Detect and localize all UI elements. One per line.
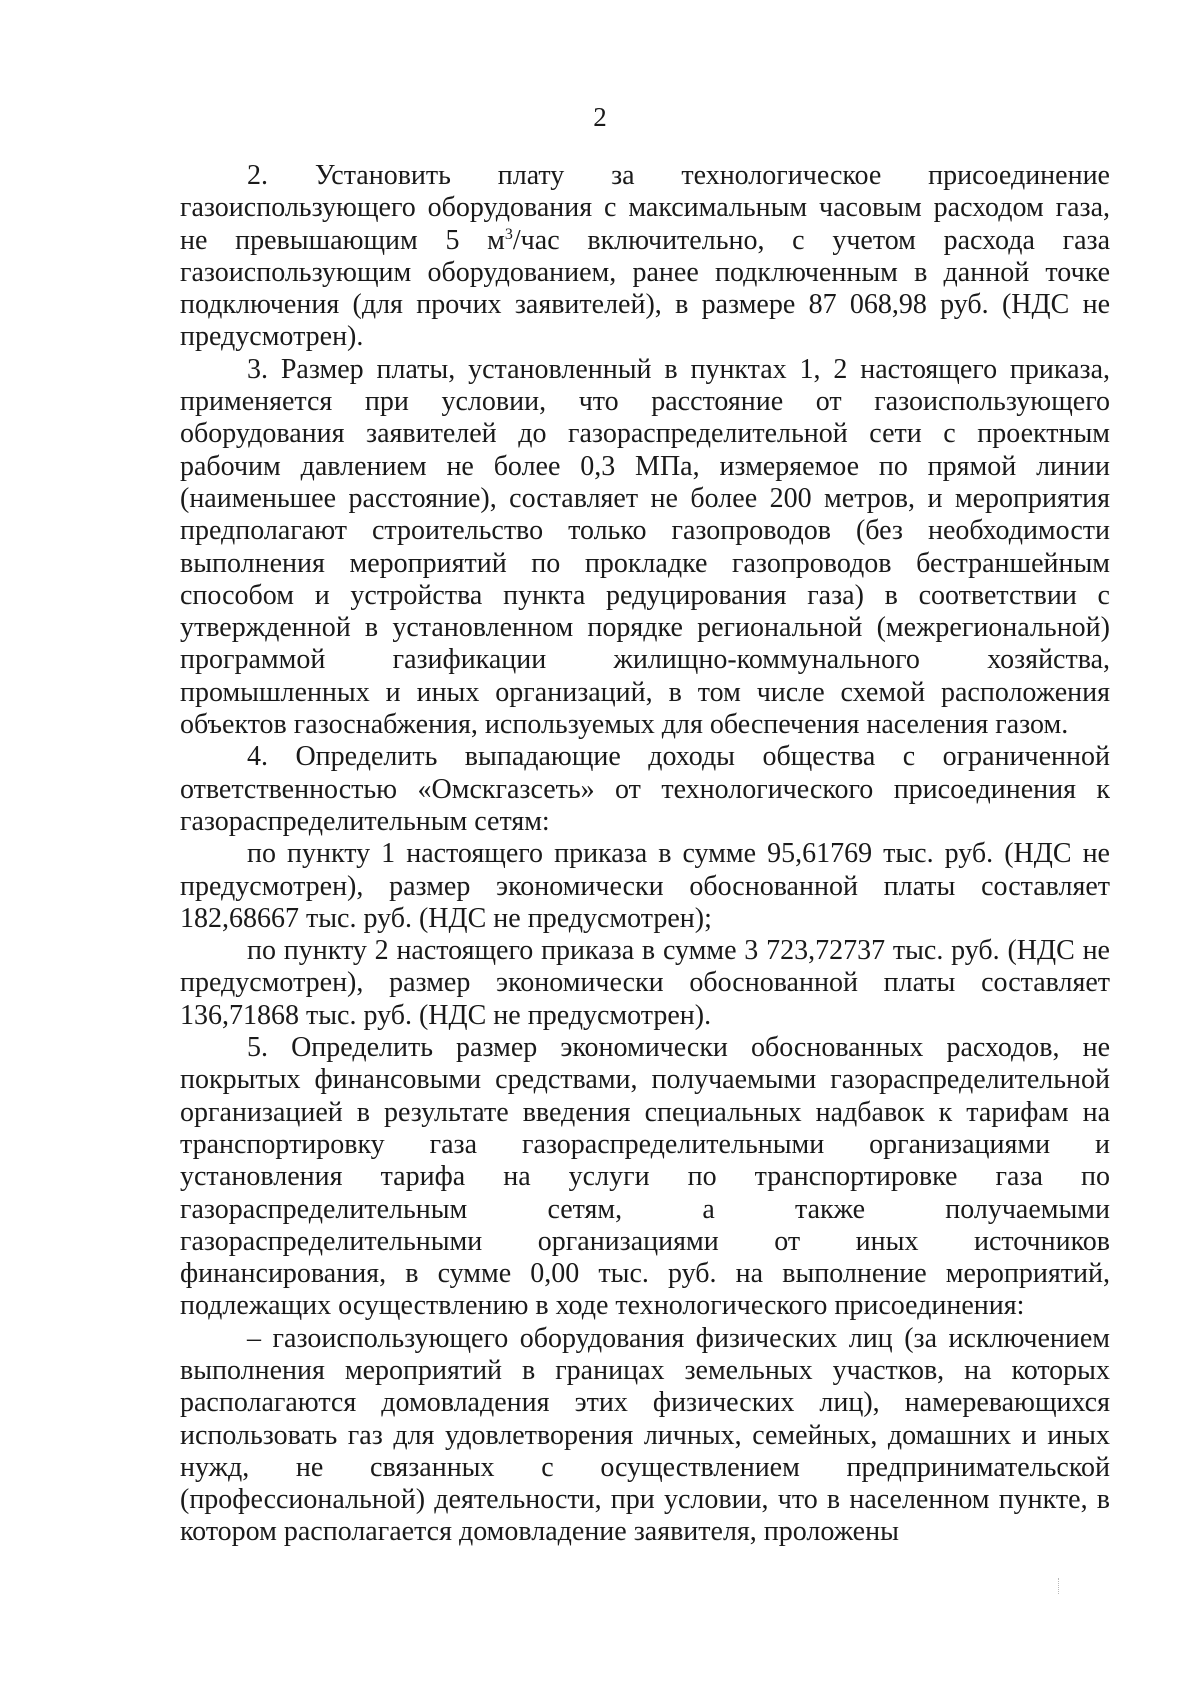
paragraph-4-item-1: по пункту 1 настоящего приказа в сумме 95,61769 тыс. руб. (НДС не предусмотрен), размер экономически обоснованной платы составляет 182,68667 тыс. руб. (НДС не предусмотрен); (180, 838, 1110, 934)
paragraph-2 (180, 160, 1110, 354)
paragraph-4: 4. Определить выпадающие доходы общества с ограниченной ответственностью «Омскгазсеть» от технологического присоединения к газораспределительным сетям: (180, 741, 1110, 837)
paragraph-2-text: 2. Установить плату за технологическое присоединение газоиспользующего оборудования с максимальным часовым расходом газа, не превышающим 5 м (180, 160, 1110, 256)
paragraph-2-rest: /час включительно, с учетом расхода газа газоиспользующим оборудованием, ранее подключенным в данной точке подключения (для прочих заявителей), в размере 87 068,98 руб. (НДС не предусмотрен). (180, 224, 1110, 353)
paragraph-4-item-2: по пункту 2 настоящего приказа в сумме 3 723,72737 тыс. руб. (НДС не предусмотрен), размер экономически обоснованной платы составляет 136,71868 тыс. руб. (НДС не предусмотрен). (180, 935, 1110, 1031)
paragraph-5-dash-item: – газоиспользующего оборудования физических лиц (за исключением выполнения мероприятий в границах земельных участков, на которых располагаются домовладения этих физических лиц), намеревающихся использовать газ для удовлетворения личных, семейных, домашних и иных нужд, не связанных с осуществлением предпринимательской (профессиональной) деятельности, при условии, что в населенном пункте, в котором располагается домовладение заявителя, проложены (180, 1322, 1110, 1548)
document-body (180, 160, 1110, 1549)
cubic-superscript: 3 (504, 225, 513, 243)
page-number: 2 (593, 102, 607, 132)
paragraph-3: 3. Размер платы, установленный в пунктах 1, 2 настоящего приказа, применяется при условии, что расстояние от газоиспользующего оборудования заявителей до газораспределительной сети с проектным рабочим давлением не более 0,3 МПа, измеряемое по прямой линии (наименьшее расстояние), составляет не более 200 метров, и мероприятия предполагают строительство только газопроводов (без необходимости выполнения мероприятий по прокладке газопроводов бестраншейным способом и устройства пункта редуцирования газа) в соответствии с утвержденной в установленном порядке региональной (межрегиональной) программой газификации жилищно-коммунального хозяйства, промышленных и иных организаций, в том числе схемой расположения объектов газоснабжения, используемых для обеспечения населения газом. (180, 353, 1110, 741)
scan-artifact-mark (1058, 1578, 1061, 1594)
paragraph-5: 5. Определить размер экономически обоснованных расходов, не покрытых финансовыми средствами, получаемыми газораспределительной организацией в результате введения специальных надбавок к тарифам на транспортировку газа газораспределительными организациями и установления тарифа на услуги по транспортировке газа по газораспределительным сетям, а также получаемыми газораспределительными организациями от иных источников финансирования, в сумме 0,00 тыс. руб. на выполнение мероприятий, подлежащих осуществлению в ходе технологического присоединения: (180, 1032, 1110, 1322)
